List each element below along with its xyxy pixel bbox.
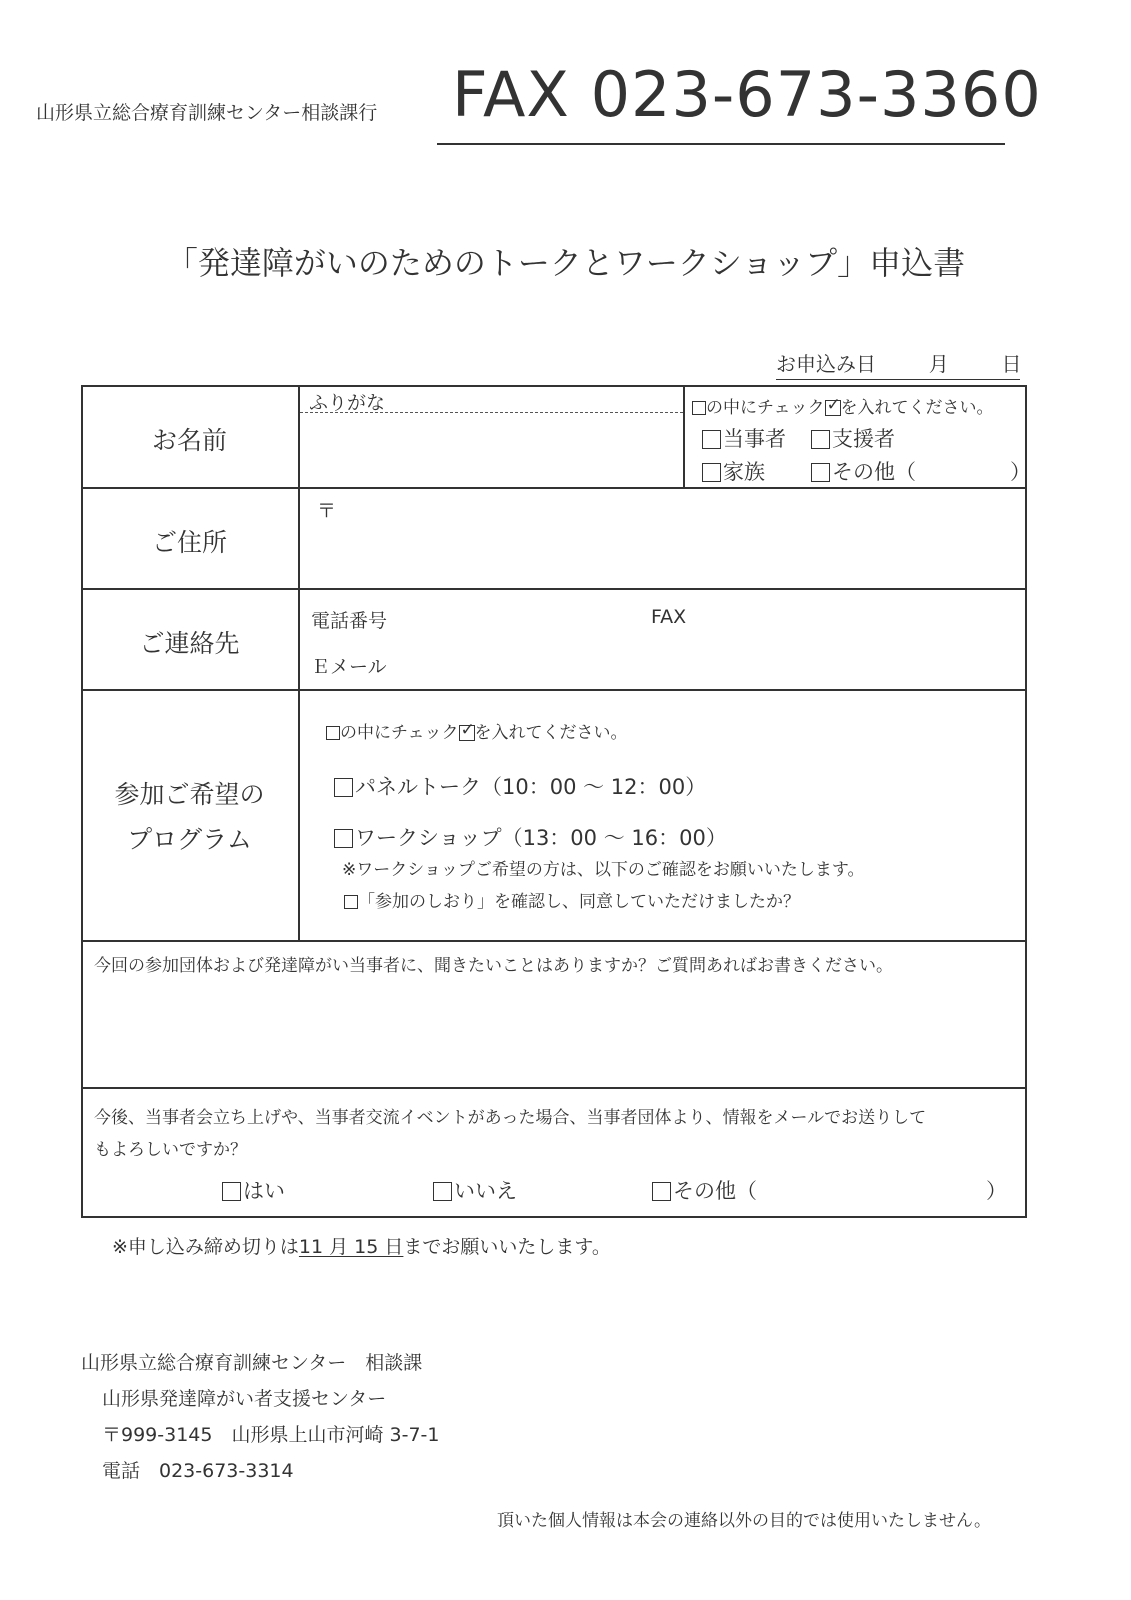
checkbox-icon[interactable] — [334, 778, 353, 797]
fax-underline — [437, 143, 1005, 145]
furigana-label: ふりがな — [309, 392, 386, 414]
workshop-confirm[interactable]: 「参加のしおり」を確認し、同意していただけましたか？ — [344, 887, 800, 912]
question-text: 今回の参加団体および発達障がい当事者に、聞きたいことはありますか？ご質問あればお書きください。 — [94, 956, 893, 976]
checkmark-icon — [459, 725, 475, 741]
checkbox-icon[interactable] — [811, 463, 830, 482]
privacy-note: 頂いた個人情報は本会の連絡以外の目的では使用いたしません。 — [497, 1511, 992, 1531]
checkbox-sample-icon — [326, 726, 340, 740]
question-input-area[interactable] — [83, 980, 1025, 1085]
header-org-prefix: 山形県立総合療育訓練センター相談課行 — [36, 102, 378, 124]
checkbox-icon[interactable] — [652, 1182, 671, 1201]
row-divider — [81, 689, 1027, 691]
mail-question-line2: もよろしいですか？ — [94, 1140, 247, 1160]
program-check-instruction: の中にチェック✓ を入れてください。 — [326, 718, 628, 743]
mail-option-other-close: ） — [986, 1179, 1007, 1203]
email-input-area[interactable] — [400, 640, 1020, 685]
deadline-date: 11 月 15 日 — [298, 1236, 404, 1258]
apply-date-month: 月 — [928, 352, 949, 376]
furigana-dashed-line — [300, 412, 683, 413]
workshop-note: ※ワークショップご希望の方は、以下のご確認をお願いいたします。 — [342, 860, 865, 880]
mail-option-other[interactable]: その他（ — [652, 1175, 757, 1205]
program-label-line2: プログラム — [127, 825, 252, 854]
checkbox-icon[interactable] — [702, 463, 721, 482]
postal-mark: 〒 — [317, 500, 337, 522]
name-input-area[interactable] — [300, 414, 683, 487]
phone-input-area[interactable] — [400, 592, 640, 637]
checkbox-icon[interactable] — [222, 1182, 241, 1201]
fax-input-area[interactable] — [695, 592, 1020, 637]
column-divider-name — [683, 385, 685, 488]
name-check-instruction: の中にチェック✓ を入れてください。 — [692, 393, 994, 418]
option-tojisha[interactable]: 当事者 — [702, 423, 786, 453]
phone-label: 電話番号 — [311, 610, 388, 632]
apply-date-day: 日 — [1001, 352, 1022, 376]
checkmark-icon — [825, 400, 841, 416]
row-divider — [81, 1087, 1027, 1089]
deadline-note: ※申し込み締め切りは11 月 15 日までお願いいたします。 — [112, 1236, 611, 1258]
form-title: 「発達障がいのためのトークとワークショップ」申込書 — [165, 244, 966, 282]
mail-option-yes[interactable]: はい — [222, 1175, 285, 1205]
footer-address: 〒999-3145 山形県上山市河崎 3-7-1 — [102, 1424, 440, 1446]
checkbox-sample-icon — [692, 401, 706, 415]
checkbox-icon[interactable] — [702, 430, 721, 449]
mail-option-no[interactable]: いいえ — [433, 1175, 517, 1205]
footer-phone: 電話 023-673-3314 — [102, 1460, 294, 1482]
contact-label: ご連絡先 — [139, 629, 240, 658]
checkbox-icon[interactable] — [334, 829, 353, 848]
program-label-line1: 参加ご希望の — [114, 780, 265, 809]
address-input-area[interactable] — [300, 489, 1027, 588]
checkbox-icon[interactable] — [811, 430, 830, 449]
footer-org1: 山形県立総合療育訓練センター 相談課 — [81, 1352, 423, 1374]
option-sonota-close: ） — [1010, 460, 1031, 484]
program-option-workshop[interactable]: ワークショップ（13：00 〜 16：00） — [334, 822, 727, 852]
apply-date-label: お申込み日 — [776, 352, 876, 376]
checkbox-icon[interactable] — [344, 895, 358, 909]
fax-title: FAX 023-673-3360 — [452, 58, 1042, 131]
fax-label: FAX — [651, 606, 687, 628]
footer-org2: 山形県発達障がい者支援センター — [102, 1388, 387, 1410]
name-label: お名前 — [151, 426, 227, 455]
mail-question-line1: 今後、当事者会立ち上げや、当事者交流イベントがあった場合、当事者団体より、情報をメールでお送りして — [94, 1108, 927, 1128]
email-label: Ｅメール — [311, 656, 387, 678]
option-sonota[interactable]: その他（ — [811, 456, 916, 486]
row-divider — [81, 940, 1027, 942]
option-kazoku[interactable]: 家族 — [702, 456, 765, 486]
address-label: ご住所 — [151, 528, 227, 557]
apply-date[interactable] — [776, 348, 1020, 380]
checkbox-icon[interactable] — [433, 1182, 452, 1201]
program-option-panel-talk[interactable]: パネルトーク（10：00 〜 12：00） — [334, 771, 706, 801]
option-shiensha[interactable]: 支援者 — [811, 423, 895, 453]
row-divider — [81, 588, 1027, 590]
